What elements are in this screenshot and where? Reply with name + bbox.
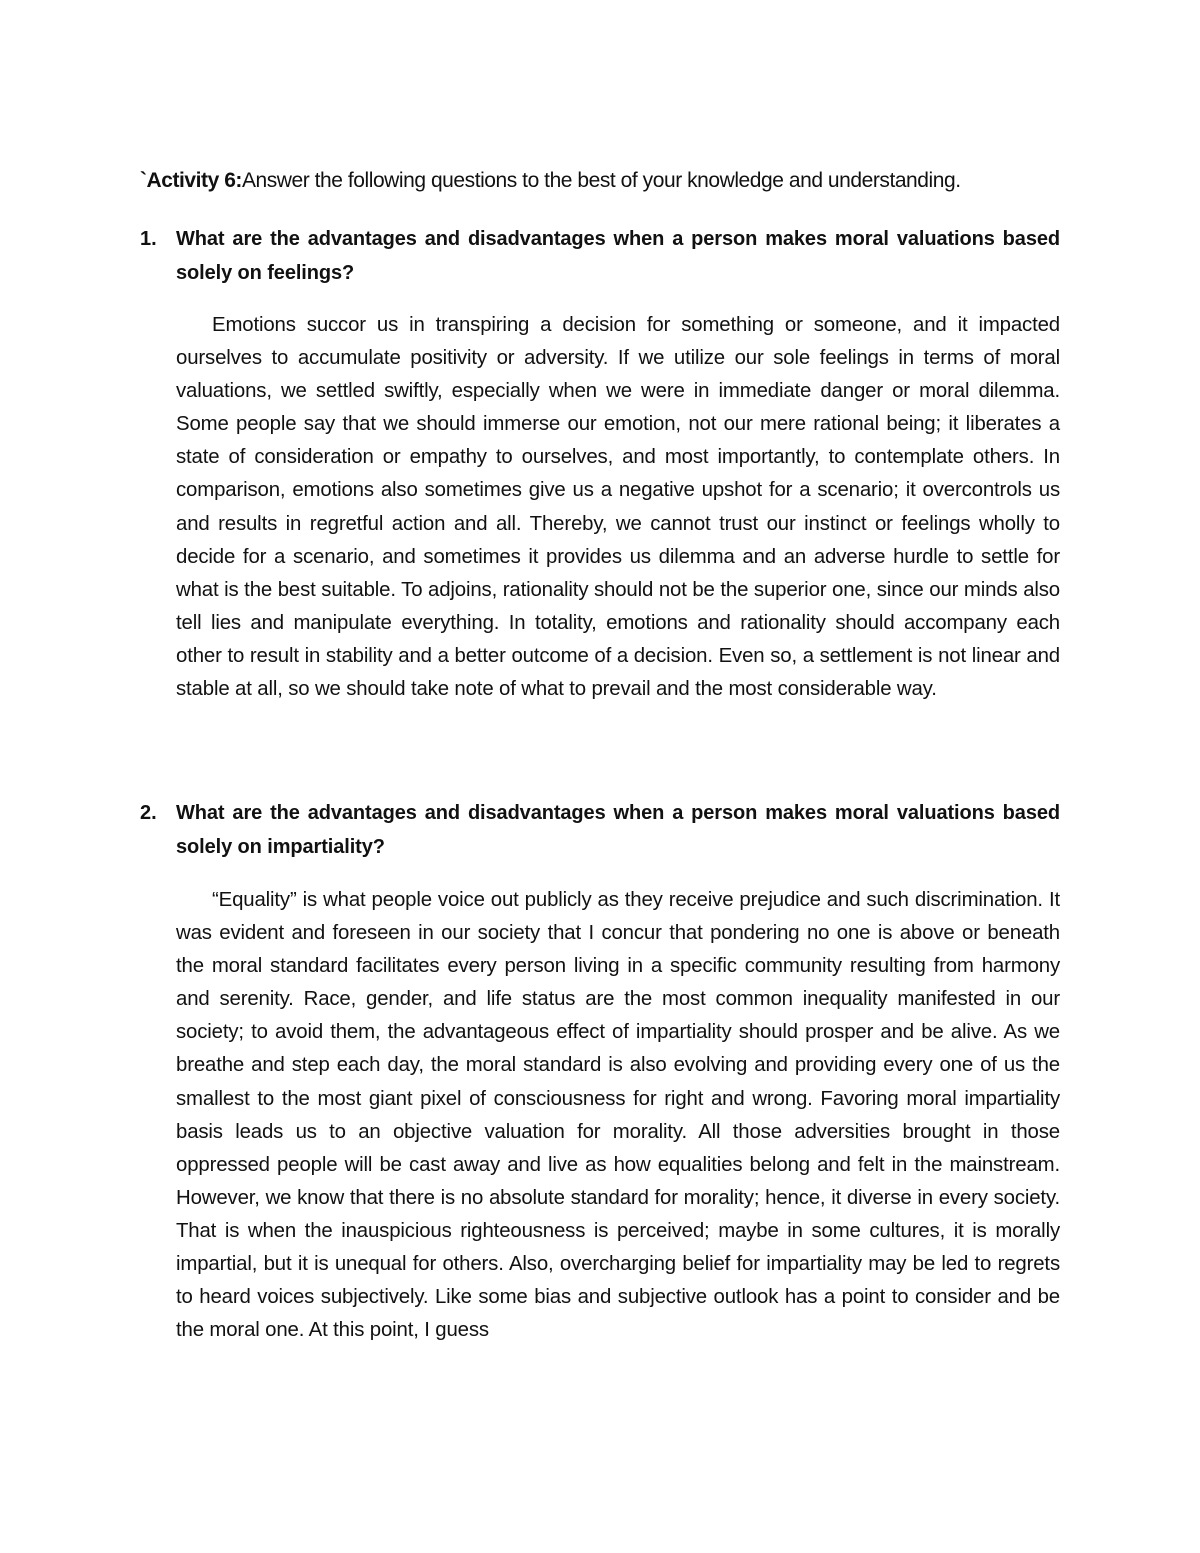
answer-2: “Equality” is what people voice out publicly as they receive prejudice and such discrimination. It was evident and foreseen in our society that I concur that pondering no one is above or beneath the moral standard facilitates every person living in a specific community resulting from harmony and serenity. Race, gender, and life status are the most common inequality manifested in our society; to avoid them, the advantageous effect of impartiality should prosper and be alive. As we breathe and step each day, the moral standard is also evolving and providing every one of us the smallest to the most giant pixel of consciousness for right and wrong. Favoring moral impartiality basis leads us to an objective valuation for morality. All those adversities brought in those oppressed people will be cast away and live as how equalities belong and felt in the mainstream. However, we know that there is no absolute standard for morality; hence, it diverse in every society. That is when the inauspicious righteousness is perceived; maybe in some cultures, it is morally impartial, but it is unequal for others. Also, overcharging belief for impartiality may be led to regrets to heard voices subjectively. Like some bias and subjective outlook has a point to consider and be the moral one. At this point, I guess [176, 889, 1060, 1342]
question-number: 2. [140, 802, 157, 824]
question-text: What are the advantages and disadvantages when a person makes moral valuations based solely on impartiality? [176, 802, 1060, 858]
activity-heading [140, 166, 1080, 196]
activity-instruction: Answer the following questions to the best of your knowledge and understanding. [241, 169, 961, 192]
activity-title: Activity 6: [146, 169, 242, 192]
answer-1: Emotions succor us in transpiring a decision for something or someone, and it impacted ourselves to accumulate positivity or adversity. If we utilize our sole feelings in terms of moral valuations, we settled swiftly, especially when we were in immediate danger or moral dilemma. Some people say that we should immerse our emotion, not our mere rational being; it liberates a state of consideration or empathy to ourselves, and most importantly, to contemplate others. In comparison, emotions also sometimes give us a negative upshot for a scenario; it overcontrols us and results in regretful action and all. Thereby, we cannot trust our instinct or feelings wholly to decide for a scenario, and sometimes it provides us dilemma and an adverse hurdle to settle for what is the best suitable. To adjoins, rationality should not be the superior one, since our minds also tell lies and manipulate everything. In totality, emotions and rationality should accompany each other to result in stability and a better outcome of a decision. Even so, a settlement is not linear and stable at all, so we should take note of what to prevail and the most considerable way. [176, 314, 1060, 701]
question-number: 1. [140, 228, 157, 250]
question-2 [140, 796, 1060, 864]
question-1 [140, 222, 1060, 290]
activity-label [140, 169, 242, 192]
question-text: What are the advantages and disadvantages when a person makes moral valuations based solely on feelings? [176, 228, 1060, 284]
activity-prefix: ` [140, 169, 147, 192]
